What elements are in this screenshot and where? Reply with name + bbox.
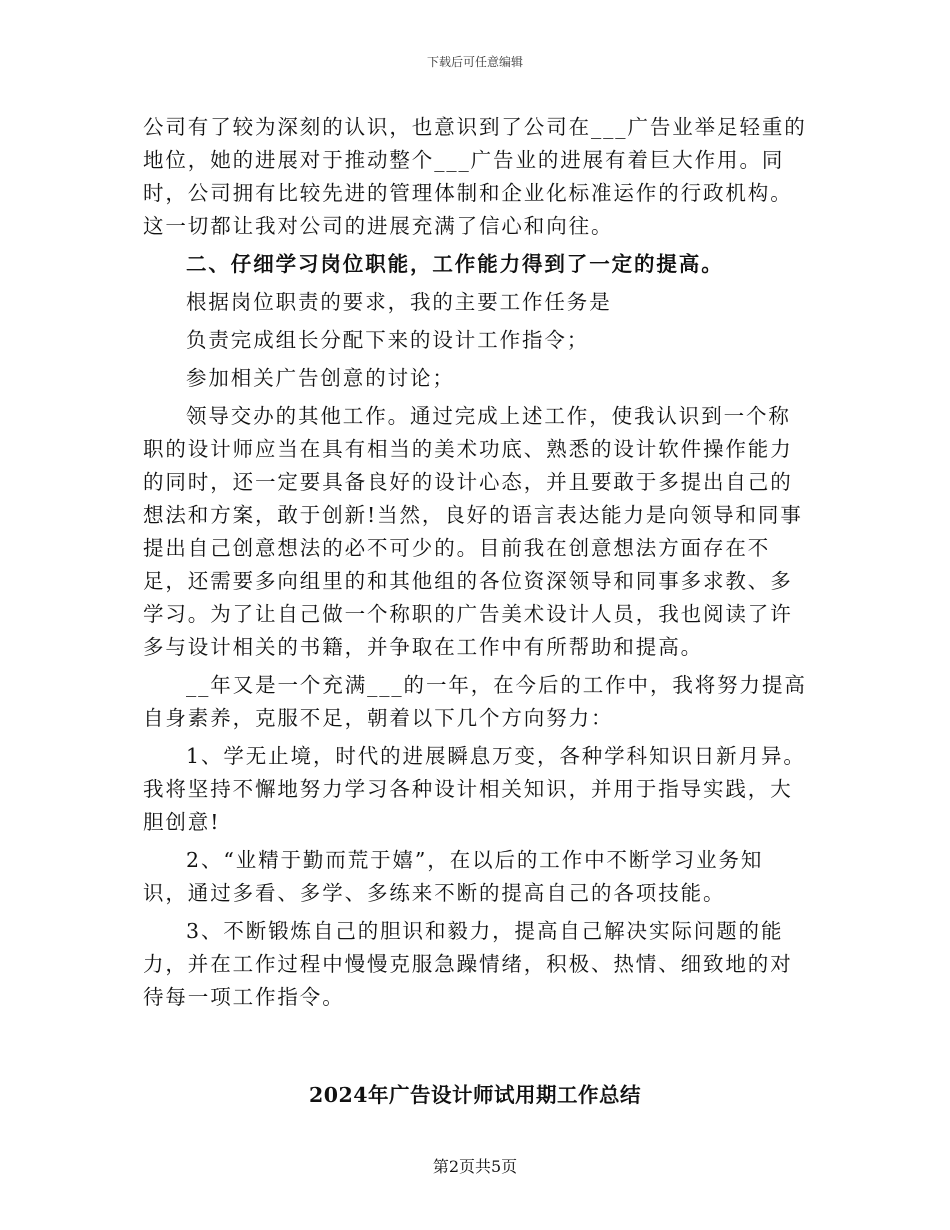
paragraph-duty-1: 负责完成组长分配下来的设计工作指令；	[186, 328, 590, 352]
page-footer: 第2页共5页	[432, 1157, 518, 1176]
paragraph-duty-2: 参加相关广告创意的讨论；	[186, 366, 455, 390]
paragraph-goal-1: 1、学无止境，时代的进展瞬息万变，各种学科知识日新月异。我将坚持不懈地努力学习各种设计相关知识，并用于指导实践，大胆创意!	[143, 744, 806, 834]
paragraph-goal-3: 3、不断锻炼自己的胆识和毅力，提高自己解决实际问题的能力，并在工作过程中慢慢克服急躁情绪，积极、热情、细致地的对待每一项工作指令。	[143, 919, 793, 1009]
section-title: 2024年广告设计师试用期工作总结	[308, 1083, 642, 1107]
paragraph-intro-continued: 公司有了较为深刻的认识，也意识到了公司在___广告业举足轻重的地位，她的进展对于推动整个___广告业的进展有着巨大作用。同时，公司拥有比较先进的管理体制和企业化标准运作的行政机构。这一切都让我对公司的进展充满了信心和向往。	[143, 115, 807, 238]
paragraph-goal-2: 2、“业精于勤而荒于嬉”，在以后的工作中不断学习业务知识，通过多看、多学、多练来不断的提高自己的各项技能。	[143, 848, 764, 905]
page-header: 下载后可任意编辑	[426, 55, 523, 69]
paragraph-outlook: __年又是一个充满___的一年，在今后的工作中，我将努力提高自身素养，克服不足，朝着以下几个方向努力：	[143, 673, 807, 730]
paragraph-duties-intro: 根据岗位职责的要求，我的主要工作任务是	[186, 290, 612, 314]
section-heading-2: 二、仔细学习岗位职能，工作能力得到了一定的提高。	[186, 252, 724, 276]
paragraph-duty-3: 领导交办的其他工作。通过完成上述工作，使我认识到一个称职的设计师应当在具有相当的美术功底、熟悉的设计软件操作能力的同时，还一定要具备良好的设计心态，并且要敢于多提出自己的想法和方案，敢于创新!当然，良好的语言表达能力是向领导和同事提出自己创意想法的必不可少的。目前我在创意想法方面存在不足，还需要多向组里的和其他组的各位资深领导和同事多求教、多学习。为了让自己做一个称职的广告美术设计人员，我也阅读了许多与设计相关的书籍，并争取在工作中有所帮助和提高。	[143, 404, 803, 659]
document-body	[143, 111, 808, 1014]
